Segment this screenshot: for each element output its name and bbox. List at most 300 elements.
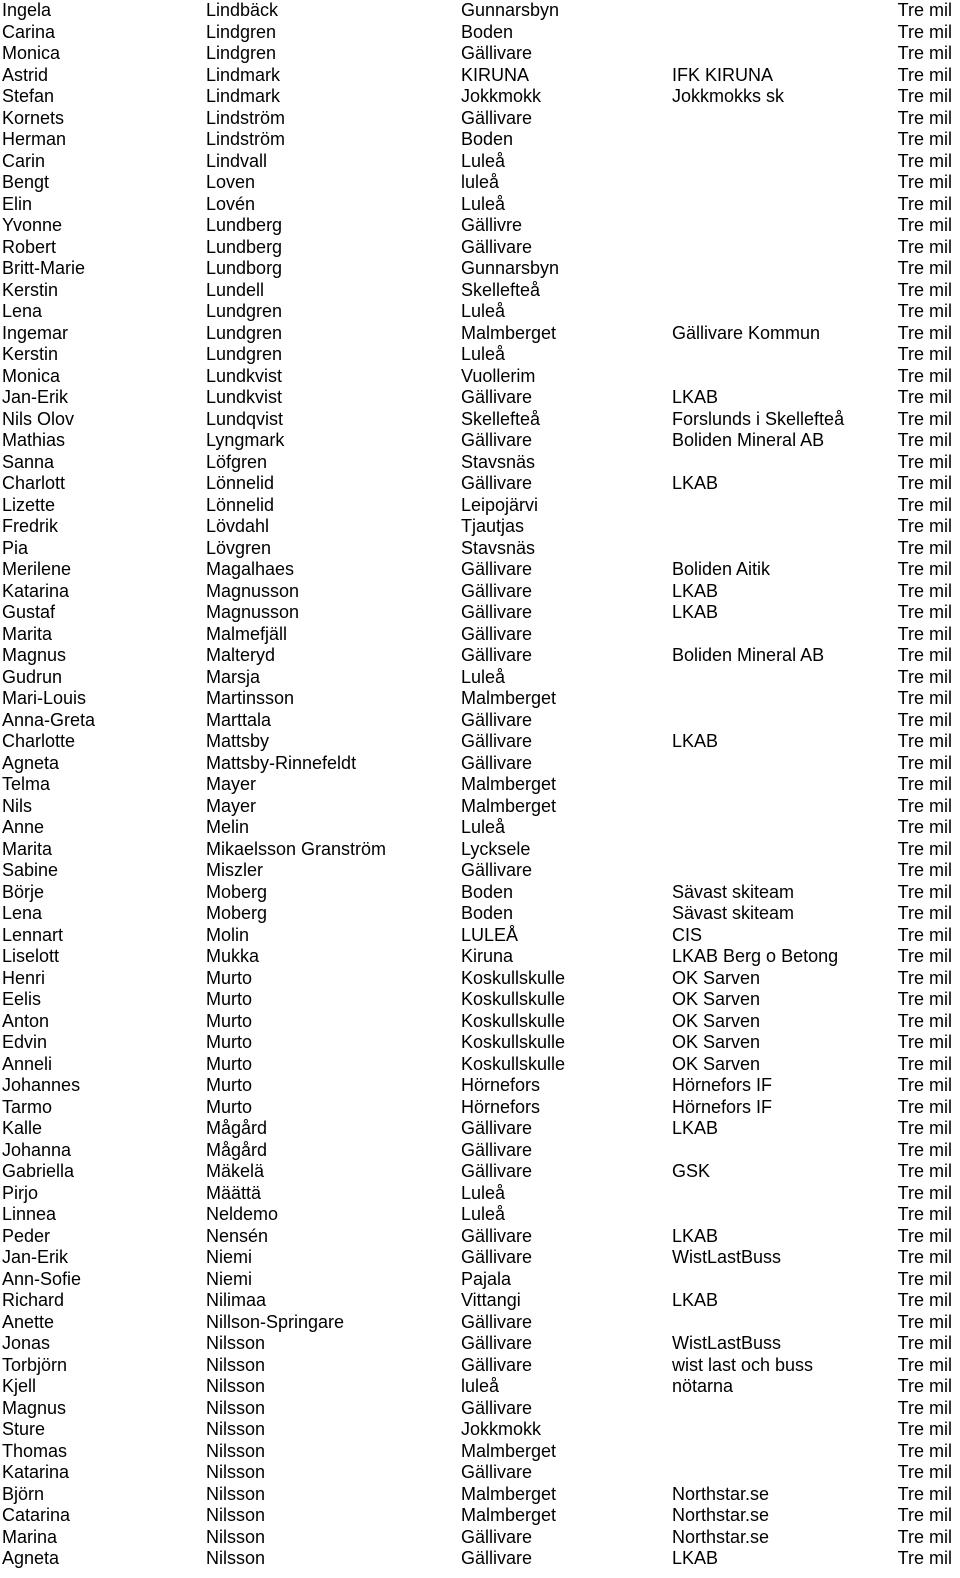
first-name-cell: Börje (2, 881, 45, 902)
distance-cell: Tre mil (897, 494, 952, 515)
city-cell: Skellefteå (461, 408, 541, 429)
last-name-cell: Löfgren (206, 451, 268, 472)
first-name-cell: Thomas (2, 1440, 68, 1461)
city-cell: Gällivare (461, 1548, 533, 1568)
participant-row (0, 559, 960, 581)
city-cell: Boden (461, 881, 514, 902)
distance-cell: Tre mil (897, 387, 952, 407)
last-name-cell: Lönnelid (206, 473, 275, 493)
last-name-cell: Malmefjäll (206, 623, 288, 644)
city-cell: Gällivare (461, 580, 533, 601)
participant-row (0, 65, 960, 87)
city-cell: Gällivare (461, 623, 533, 644)
distance-cell: Tre mil (897, 924, 952, 945)
club-cell: Sävast skiteam (672, 881, 795, 902)
participant-row (0, 108, 960, 130)
city-cell: Gällivare (461, 731, 533, 751)
last-name-cell: Molin (206, 924, 250, 945)
participant-row (0, 882, 960, 904)
distance-cell: Tre mil (897, 1075, 952, 1095)
first-name-cell: Pirjo (2, 1182, 39, 1203)
club-cell: OK Sarven (672, 1010, 761, 1031)
first-name-cell: Kjell (2, 1376, 37, 1396)
last-name-cell: Niemi (206, 1247, 253, 1267)
city-cell: Gällivare (461, 387, 533, 407)
distance-cell: Tre mil (897, 967, 952, 988)
last-name-cell: Nilimaa (206, 1290, 267, 1310)
club-cell: Forslunds i Skellefteå (672, 408, 845, 429)
last-name-cell: Lövgren (206, 537, 272, 558)
city-cell: Gunnarsbyn (461, 258, 560, 278)
city-cell: Gällivare (461, 559, 533, 579)
first-name-cell: Katarina (2, 1462, 70, 1482)
participant-row (0, 1419, 960, 1441)
last-name-cell: Neldemo (206, 1204, 279, 1224)
participant-row (0, 1161, 960, 1183)
distance-cell: Tre mil (897, 537, 952, 558)
last-name-cell: Lyngmark (206, 430, 285, 450)
last-name-cell: Nilsson (206, 1548, 266, 1568)
participant-row (0, 1140, 960, 1162)
distance-cell: Tre mil (897, 1376, 952, 1396)
club-cell: LKAB (672, 1548, 719, 1568)
distance-cell: Tre mil (897, 559, 952, 579)
last-name-cell: Määttä (206, 1182, 262, 1203)
last-name-cell: Lindgren (206, 21, 277, 42)
distance-cell: Tre mil (897, 365, 952, 386)
club-cell: GSK (672, 1161, 711, 1181)
distance-cell: Tre mil (897, 1311, 952, 1332)
first-name-cell: Lennart (2, 924, 64, 945)
last-name-cell: Mattsby-Rinnefeldt (206, 752, 357, 773)
participant-row (0, 1011, 960, 1033)
distance-cell: Tre mil (897, 688, 952, 708)
city-cell: Gällivare (461, 1225, 533, 1246)
participant-row (0, 22, 960, 44)
city-cell: Pajala (461, 1268, 512, 1289)
first-name-cell: Sture (2, 1419, 46, 1439)
city-cell: Gällivare (461, 43, 533, 63)
participant-row (0, 237, 960, 259)
last-name-cell: Magnusson (206, 602, 300, 622)
club-cell: Jokkmokks sk (672, 86, 785, 106)
first-name-cell: Anneli (2, 1053, 53, 1074)
club-cell: Boliden Aitik (672, 559, 771, 579)
participant-row (0, 172, 960, 194)
city-cell: Luleå (461, 817, 506, 837)
participant-row (0, 1376, 960, 1398)
city-cell: Boden (461, 903, 514, 923)
first-name-cell: Stefan (2, 86, 55, 106)
city-cell: Malmberget (461, 774, 557, 794)
distance-cell: Tre mil (897, 107, 952, 128)
city-cell: Gällivare (461, 1354, 533, 1375)
participant-row (0, 602, 960, 624)
first-name-cell: Astrid (2, 64, 49, 85)
last-name-cell: Murto (206, 1096, 253, 1117)
distance-cell: Tre mil (897, 43, 952, 63)
distance-cell: Tre mil (897, 1462, 952, 1482)
distance-cell: Tre mil (897, 709, 952, 730)
first-name-cell: Nils Olov (2, 408, 75, 429)
distance-cell: Tre mil (897, 0, 952, 20)
distance-cell: Tre mil (897, 602, 952, 622)
club-cell: CIS (672, 924, 703, 945)
last-name-cell: Nilsson (206, 1397, 266, 1418)
distance-cell: Tre mil (897, 1010, 952, 1031)
participant-row (0, 430, 960, 452)
first-name-cell: Marita (2, 623, 53, 644)
club-cell: OK Sarven (672, 989, 761, 1009)
last-name-cell: Murto (206, 1010, 253, 1031)
distance-cell: Tre mil (897, 666, 952, 687)
first-name-cell: Fredrik (2, 516, 59, 536)
participant-row (0, 1312, 960, 1334)
distance-cell: Tre mil (897, 473, 952, 493)
club-cell: nötarna (672, 1376, 734, 1396)
city-cell: Leipojärvi (461, 494, 539, 515)
city-cell: Luleå (461, 193, 506, 214)
last-name-cell: Murto (206, 1075, 253, 1095)
participant-row (0, 1204, 960, 1226)
last-name-cell: Marttala (206, 709, 272, 730)
distance-cell: Tre mil (897, 64, 952, 85)
club-cell: Gällivare Kommun (672, 322, 821, 343)
first-name-cell: Peder (2, 1225, 51, 1246)
first-name-cell: Eelis (2, 989, 42, 1009)
participant-row (0, 774, 960, 796)
participant-row (0, 903, 960, 925)
last-name-cell: Nilsson (206, 1483, 266, 1504)
participant-row (0, 409, 960, 431)
participant-row (0, 43, 960, 65)
distance-cell: Tre mil (897, 1161, 952, 1181)
club-cell: Hörnefors IF (672, 1096, 773, 1117)
club-cell: Northstar.se (672, 1483, 770, 1504)
club-cell: OK Sarven (672, 1053, 761, 1074)
distance-cell: Tre mil (897, 1526, 952, 1547)
city-cell: Gällivare (461, 709, 533, 730)
distance-cell: Tre mil (897, 279, 952, 300)
first-name-cell: Torbjörn (2, 1354, 68, 1375)
club-cell: LKAB (672, 1225, 719, 1246)
city-cell: Gunnarsbyn (461, 0, 560, 20)
distance-cell: Tre mil (897, 838, 952, 859)
city-cell: Boden (461, 21, 514, 42)
club-cell: Boliden Mineral AB (672, 645, 825, 665)
participant-row (0, 731, 960, 753)
city-cell: Koskullskulle (461, 967, 566, 988)
last-name-cell: Lundell (206, 279, 265, 300)
city-cell: Luleå (461, 1182, 506, 1203)
first-name-cell: Britt-Marie (2, 258, 86, 278)
participant-row (0, 1462, 960, 1484)
first-name-cell: Telma (2, 774, 51, 794)
distance-cell: Tre mil (897, 1419, 952, 1439)
participant-row (0, 323, 960, 345)
first-name-cell: Yvonne (2, 215, 63, 235)
distance-cell: Tre mil (897, 344, 952, 364)
club-cell: LKAB (672, 473, 719, 493)
participant-row (0, 86, 960, 108)
first-name-cell: Gudrun (2, 666, 63, 687)
last-name-cell: Murto (206, 967, 253, 988)
city-cell: Malmberget (461, 1483, 557, 1504)
distance-cell: Tre mil (897, 150, 952, 171)
first-name-cell: Anna-Greta (2, 709, 96, 730)
first-name-cell: Magnus (2, 645, 67, 665)
participant-row (0, 753, 960, 775)
distance-cell: Tre mil (897, 129, 952, 149)
club-cell: Northstar.se (672, 1505, 770, 1525)
participant-row (0, 495, 960, 517)
participant-row (0, 839, 960, 861)
city-cell: Gällivare (461, 602, 533, 622)
participant-row (0, 1355, 960, 1377)
last-name-cell: Nillson-Springare (206, 1311, 345, 1332)
city-cell: KIRUNA (461, 64, 530, 85)
last-name-cell: Nilsson (206, 1526, 266, 1547)
first-name-cell: Monica (2, 43, 61, 63)
city-cell: Gällivare (461, 107, 533, 128)
last-name-cell: Lundberg (206, 236, 283, 257)
first-name-cell: Charlotte (2, 731, 76, 751)
participant-row (0, 1247, 960, 1269)
city-cell: Gällivare (461, 645, 533, 665)
participant-row (0, 280, 960, 302)
city-cell: Vittangi (461, 1290, 521, 1310)
city-cell: Lycksele (461, 838, 531, 859)
last-name-cell: Magnusson (206, 580, 300, 601)
city-cell: Gällivare (461, 1311, 533, 1332)
last-name-cell: Martinsson (206, 688, 295, 708)
distance-cell: Tre mil (897, 1118, 952, 1138)
first-name-cell: Sanna (2, 451, 55, 472)
last-name-cell: Lundkvist (206, 365, 283, 386)
distance-cell: Tre mil (897, 903, 952, 923)
distance-cell: Tre mil (897, 172, 952, 192)
club-cell: LKAB (672, 387, 719, 407)
club-cell: LKAB (672, 602, 719, 622)
participant-row (0, 194, 960, 216)
first-name-cell: Henri (2, 967, 46, 988)
club-cell: Northstar.se (672, 1526, 770, 1547)
distance-cell: Tre mil (897, 1247, 952, 1267)
last-name-cell: Nensén (206, 1225, 269, 1246)
first-name-cell: Ingela (2, 0, 52, 20)
first-name-cell: Lena (2, 903, 43, 923)
club-cell: Boliden Mineral AB (672, 430, 825, 450)
last-name-cell: Lövdahl (206, 516, 270, 536)
first-name-cell: Anton (2, 1010, 50, 1031)
city-cell: Malmberget (461, 688, 557, 708)
club-cell: LKAB (672, 580, 719, 601)
club-cell: OK Sarven (672, 1032, 761, 1052)
last-name-cell: Magalhaes (206, 559, 295, 579)
club-cell: Hörnefors IF (672, 1075, 773, 1095)
last-name-cell: Lindström (206, 107, 286, 128)
city-cell: Gällivare (461, 1161, 533, 1181)
first-name-cell: Lena (2, 301, 43, 321)
city-cell: Luleå (461, 344, 506, 364)
club-cell: Sävast skiteam (672, 903, 795, 923)
city-cell: Malmberget (461, 795, 557, 816)
club-cell: LKAB Berg o Betong (672, 946, 839, 966)
participant-row (0, 624, 960, 646)
city-cell: Gällivare (461, 752, 533, 773)
city-cell: Gällivare (461, 1526, 533, 1547)
participant-row (0, 968, 960, 990)
last-name-cell: Nilsson (206, 1505, 266, 1525)
participant-row (0, 1333, 960, 1355)
first-name-cell: Johannes (2, 1075, 81, 1095)
participant-row (0, 516, 960, 538)
first-name-cell: Nils (2, 795, 32, 816)
city-cell: luleå (461, 1376, 500, 1396)
first-name-cell: Tarmo (2, 1096, 53, 1117)
participant-row (0, 1226, 960, 1248)
city-cell: Vuollerim (461, 365, 536, 386)
first-name-cell: Ingemar (2, 322, 69, 343)
first-name-cell: Carina (2, 21, 56, 42)
last-name-cell: Nilsson (206, 1419, 266, 1439)
participant-row (0, 817, 960, 839)
city-cell: Jokkmokk (461, 86, 542, 106)
distance-cell: Tre mil (897, 236, 952, 257)
first-name-cell: Bengt (2, 172, 50, 192)
last-name-cell: Nilsson (206, 1333, 266, 1353)
last-name-cell: Lundkvist (206, 387, 283, 407)
last-name-cell: Murto (206, 1053, 253, 1074)
first-name-cell: Magnus (2, 1397, 67, 1418)
last-name-cell: Mäkelä (206, 1161, 265, 1181)
last-name-cell: Lindvall (206, 150, 268, 171)
distance-cell: Tre mil (897, 580, 952, 601)
distance-cell: Tre mil (897, 301, 952, 321)
last-name-cell: Mayer (206, 795, 257, 816)
distance-cell: Tre mil (897, 774, 952, 794)
last-name-cell: Mågård (206, 1139, 268, 1160)
participant-row (0, 215, 960, 237)
participant-row (0, 581, 960, 603)
last-name-cell: Mikaelsson Granström (206, 838, 387, 859)
distance-cell: Tre mil (897, 1053, 952, 1074)
distance-cell: Tre mil (897, 795, 952, 816)
first-name-cell: Kerstin (2, 344, 59, 364)
city-cell: Gällivare (461, 1333, 533, 1353)
last-name-cell: Miszler (206, 860, 263, 880)
last-name-cell: Lindmark (206, 86, 281, 106)
participant-row (0, 860, 960, 882)
first-name-cell: Jonas (2, 1333, 51, 1353)
participant-row (0, 452, 960, 474)
distance-cell: Tre mil (897, 193, 952, 214)
city-cell: Hörnefors (461, 1096, 541, 1117)
participant-row (0, 796, 960, 818)
participant-row (0, 129, 960, 151)
distance-cell: Tre mil (897, 1290, 952, 1310)
city-cell: Gällivare (461, 1247, 533, 1267)
distance-cell: Tre mil (897, 430, 952, 450)
participant-row (0, 946, 960, 968)
city-cell: luleå (461, 172, 500, 192)
city-cell: Malmberget (461, 1440, 557, 1461)
first-name-cell: Marina (2, 1526, 58, 1547)
last-name-cell: Loven (206, 172, 256, 192)
last-name-cell: Nilsson (206, 1376, 266, 1396)
distance-cell: Tre mil (897, 1440, 952, 1461)
participant-row (0, 1548, 960, 1570)
first-name-cell: Edvin (2, 1032, 48, 1052)
last-name-cell: Lindbäck (206, 0, 279, 20)
distance-cell: Tre mil (897, 817, 952, 837)
distance-cell: Tre mil (897, 1268, 952, 1289)
first-name-cell: Katarina (2, 580, 70, 601)
first-name-cell: Linnea (2, 1204, 57, 1224)
participant-row (0, 1269, 960, 1291)
last-name-cell: Lundgren (206, 344, 283, 364)
city-cell: Luleå (461, 1204, 506, 1224)
distance-cell: Tre mil (897, 1225, 952, 1246)
participant-row (0, 1290, 960, 1312)
city-cell: Gällivare (461, 1462, 533, 1482)
first-name-cell: Mari-Louis (2, 688, 87, 708)
participant-row (0, 0, 960, 22)
distance-cell: Tre mil (897, 731, 952, 751)
participant-row (0, 387, 960, 409)
distance-cell: Tre mil (897, 408, 952, 429)
participant-row (0, 366, 960, 388)
participant-row (0, 1097, 960, 1119)
distance-cell: Tre mil (897, 623, 952, 644)
participant-row (0, 1505, 960, 1527)
last-name-cell: Mukka (206, 946, 260, 966)
participant-row (0, 1118, 960, 1140)
city-cell: Koskullskulle (461, 1053, 566, 1074)
distance-cell: Tre mil (897, 1397, 952, 1418)
first-name-cell: Anne (2, 817, 45, 837)
city-cell: Koskullskulle (461, 989, 566, 1009)
club-cell: LKAB (672, 731, 719, 751)
last-name-cell: Lovén (206, 193, 256, 214)
distance-cell: Tre mil (897, 989, 952, 1009)
distance-cell: Tre mil (897, 516, 952, 536)
participant-row (0, 645, 960, 667)
distance-cell: Tre mil (897, 1032, 952, 1052)
last-name-cell: Mågård (206, 1118, 268, 1138)
first-name-cell: Ann-Sofie (2, 1268, 82, 1289)
city-cell: Tjautjas (461, 516, 525, 536)
city-cell: Gällivare (461, 1139, 533, 1160)
distance-cell: Tre mil (897, 645, 952, 665)
city-cell: Malmberget (461, 1505, 557, 1525)
first-name-cell: Robert (2, 236, 57, 257)
city-cell: Gällivare (461, 1397, 533, 1418)
participant-row (0, 1054, 960, 1076)
last-name-cell: Lönnelid (206, 494, 275, 515)
first-name-cell: Kornets (2, 107, 65, 128)
club-cell: LKAB (672, 1118, 719, 1138)
first-name-cell: Richard (2, 1290, 65, 1310)
participant-row (0, 1075, 960, 1097)
distance-cell: Tre mil (897, 1096, 952, 1117)
first-name-cell: Herman (2, 129, 67, 149)
first-name-cell: Charlott (2, 473, 66, 493)
city-cell: Koskullskulle (461, 1010, 566, 1031)
city-cell: Skellefteå (461, 279, 541, 300)
participant-row (0, 1484, 960, 1506)
distance-cell: Tre mil (897, 881, 952, 902)
